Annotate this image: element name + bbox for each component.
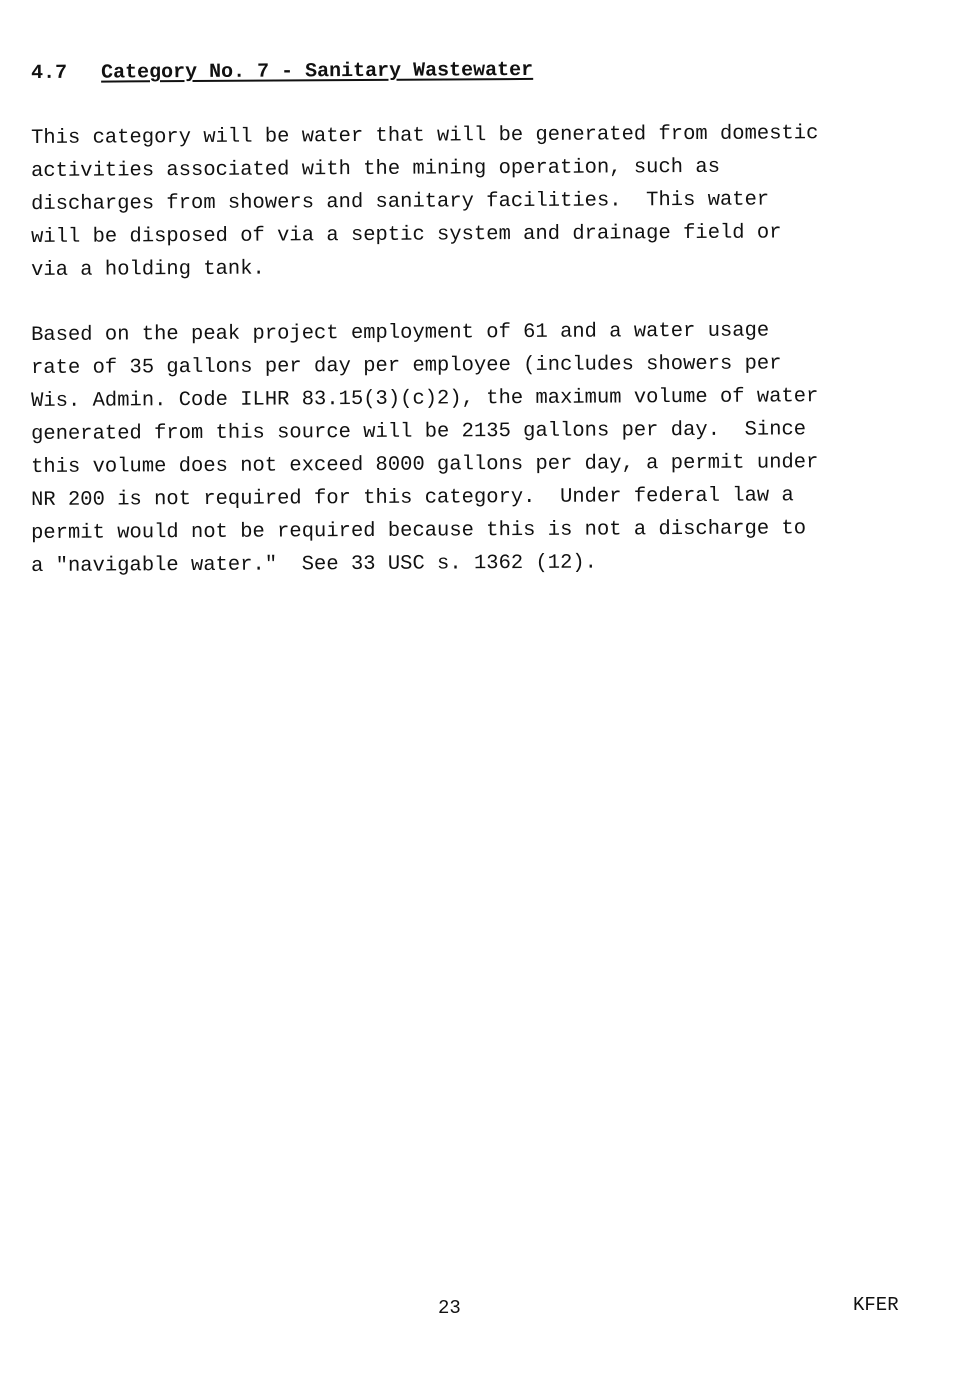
section-number: 4.7 <box>31 61 68 85</box>
paragraph-line: Based on the peak project employment of 61 and a water usage <box>31 319 770 347</box>
paragraph-line: NR 200 is not required for this category. Under federal law a <box>31 484 794 512</box>
paragraph-line: will be disposed of via a septic system and drainage field or <box>31 221 782 249</box>
paragraph-line: via a holding tank. <box>31 257 265 282</box>
document-code: KFER <box>853 1294 899 1316</box>
paragraph-line: Wis. Admin. Code ILHR 83.15(3)(c)2), the maximum volume of water <box>31 385 819 413</box>
page-number: 23 <box>438 1297 461 1319</box>
paragraph-line: rate of 35 gallons per day per employee (includes showers per <box>31 352 782 380</box>
paragraph-line: a "navigable water." See 33 USC s. 1362 (12). <box>31 551 598 578</box>
paragraph-line: this volume does not exceed 8000 gallons per day, a permit under <box>31 451 819 479</box>
paragraph-line: permit would not be required because this is not a discharge to <box>31 517 807 545</box>
paragraph-line: activities associated with the mining operation, such as <box>31 155 721 183</box>
paragraph-line: discharges from showers and sanitary facilities. This water <box>31 188 770 216</box>
section-title: Category No. 7 - Sanitary Wastewater <box>100 58 534 85</box>
paragraph-line: This category will be water that will be generated from domestic <box>31 122 819 150</box>
section-heading <box>31 59 533 85</box>
paragraph-line: generated from this source will be 2135 gallons per day. Since <box>31 418 807 446</box>
